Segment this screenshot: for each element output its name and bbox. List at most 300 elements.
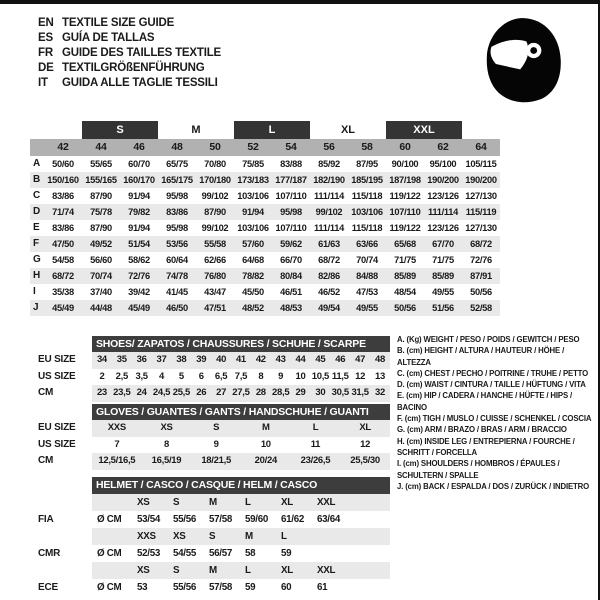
shoes-value: 39	[196, 354, 207, 365]
measurement-value: 182/190	[313, 175, 345, 185]
language-title: TEXTILGRÖßENFÜHRUNG	[62, 62, 205, 74]
size-number-spacer	[30, 139, 44, 156]
measurement-value: 119/122	[389, 191, 421, 201]
helmet-size-label: XXL	[317, 565, 336, 576]
helmet-size-cells	[92, 494, 390, 511]
measurement-value: 99/102	[201, 223, 229, 233]
shoes-section	[38, 336, 392, 402]
helmet-value: 60	[281, 582, 292, 593]
gloves-value: 25,5/30	[350, 455, 380, 466]
gloves-value: XL	[359, 422, 371, 433]
measurement-value: 65/75	[166, 159, 188, 169]
measurement-value: 71/75	[394, 255, 416, 265]
helmet-value: 57/58	[209, 582, 233, 593]
size-group-label: S	[82, 121, 158, 139]
shoes-value: 25,5	[172, 387, 191, 398]
shoes-value: 5	[178, 370, 184, 382]
helmet-standard-block	[38, 562, 392, 596]
helmet-standard-label: ECE	[38, 582, 58, 593]
measurement-value: 127/130	[465, 223, 497, 233]
measurement-value: 99/102	[201, 191, 229, 201]
top-border-bar	[0, 0, 600, 4]
size-group-spacer	[30, 121, 82, 139]
language-code: DE	[38, 62, 54, 74]
shoes-value: 10	[295, 370, 306, 382]
helmet-section	[38, 477, 392, 596]
measurement-value: 52/58	[470, 303, 492, 313]
racing-helmet-icon	[477, 12, 567, 107]
helmet-value-row	[38, 579, 392, 596]
legend-item: E. (cm) HIP / CADERA / HANCHE / HÜFTE / HIPS / BACINO	[397, 391, 573, 412]
shoes-header: SHOES/ ZAPATOS / CHAUSSURES / SCHUHE / SCARPE	[92, 336, 390, 352]
helmet-value: 63/64	[317, 514, 341, 525]
legend-item: A. (Kg) WEIGHT / PESO / POIDS / GEWITCH / PESO	[397, 335, 580, 344]
gloves-cells	[92, 437, 390, 454]
shoes-value: 34	[96, 354, 107, 365]
shoes-value: 13	[374, 370, 385, 382]
measurement-letter: A	[33, 158, 41, 169]
helmet-unit-label: Ø CM	[97, 548, 122, 559]
measurement-value: 74/78	[166, 271, 188, 281]
measurement-value: 95/98	[280, 207, 302, 217]
helmet-value: 61	[317, 582, 328, 593]
measurement-value: 190/200	[427, 175, 459, 185]
helmet-size-spacer	[92, 562, 132, 579]
language-title: GUIDA ALLE TAGLIE TESSILI	[62, 77, 218, 89]
measurement-value: 60/70	[128, 159, 150, 169]
size-number: 60	[399, 141, 411, 153]
measurement-value: 47/51	[204, 303, 226, 313]
measurement-letter: C	[33, 190, 41, 201]
measurement-value: 71/74	[52, 207, 74, 217]
measurement-value: 123/126	[427, 223, 459, 233]
measurement-value: 95/100	[429, 159, 457, 169]
helmet-value	[312, 545, 348, 562]
shoes-value: 42	[255, 354, 266, 365]
measurement-value: 79/82	[128, 207, 150, 217]
measurement-value: 71/75	[432, 255, 454, 265]
gloves-value: XXS	[107, 422, 126, 433]
shoes-rows	[38, 352, 392, 402]
measurement-value: 87/90	[204, 207, 226, 217]
measurement-value: 72/76	[128, 271, 150, 281]
helmet-size-label: XXL	[317, 497, 336, 508]
measurement-value: 111/114	[314, 223, 344, 233]
size-group-label: XXL	[386, 121, 462, 139]
helmet-size-label	[312, 528, 348, 545]
shoes-cells	[92, 352, 390, 369]
measurement-value: 165/175	[161, 175, 193, 185]
size-number: 50	[209, 141, 221, 153]
measurement-value: 78/82	[242, 271, 264, 281]
measurement-value: 91/94	[128, 223, 150, 233]
legend-item: B. (cm) HEIGHT / ALTURA / HAUTEUR / HÖHE / ALTEZZA	[397, 346, 565, 367]
gloves-value: 11	[310, 438, 321, 450]
helmet-size-spacer	[92, 494, 132, 511]
measurement-row	[30, 268, 500, 284]
helmet-size-label: S	[209, 531, 216, 542]
gloves-value: 7	[114, 438, 120, 450]
helmet-header: HELMET / CASCO / CASQUE / HELM / CASCO	[92, 477, 390, 494]
measurement-rows	[30, 156, 500, 316]
measurement-value: 87/91	[470, 271, 492, 281]
measurement-value: 91/94	[128, 191, 150, 201]
shoes-value: 27	[216, 387, 227, 398]
measurement-value: 66/70	[280, 255, 302, 265]
helmet-value: 54/55	[173, 548, 197, 559]
helmet-size-label: S	[173, 565, 180, 576]
measurement-value: 49/54	[318, 303, 340, 313]
shoes-value: 2,5	[115, 370, 128, 382]
legend-item: G. (cm) ARM / BRAZO / BRAS / ARM / BRACCIO	[397, 425, 567, 435]
measurement-letter: D	[33, 206, 41, 217]
size-number: 56	[323, 141, 335, 153]
gloves-value: XS	[160, 422, 173, 433]
legend-item: F. (cm) TIGH / MUSLO / CUISSE / SCHENKEL / COSCIA	[397, 414, 592, 424]
helmet-standard-label: FIA	[38, 514, 54, 525]
language-title-row	[38, 61, 221, 76]
shoes-value: 45	[315, 354, 326, 365]
measurement-value: 55/58	[204, 239, 226, 249]
size-number-header-row	[30, 139, 500, 156]
size-number: 62	[437, 141, 449, 153]
measurement-value: 68/72	[52, 271, 74, 281]
measurement-value: 45/49	[128, 303, 150, 313]
row-label: CM	[38, 387, 54, 398]
shoes-value: 24	[136, 387, 147, 398]
shoes-row	[38, 352, 392, 369]
row-label: US SIZE	[38, 438, 76, 450]
measurement-value: 170/180	[199, 175, 231, 185]
shoes-value: 30	[315, 387, 326, 398]
language-title-row	[38, 31, 221, 46]
helmet-value: 61/62	[281, 514, 305, 525]
shoes-value: 27,5	[232, 387, 250, 398]
measurement-value: 43/47	[204, 287, 226, 297]
shoes-value: 48	[374, 354, 385, 365]
measurement-value: 87/90	[90, 191, 112, 201]
shoes-cells	[92, 385, 390, 402]
gloves-value: 18/21,5	[201, 455, 231, 466]
helmet-value: 57/58	[209, 514, 233, 525]
measurement-value: 75/78	[90, 207, 112, 217]
language-code: EN	[38, 17, 54, 29]
measurement-value: 51/54	[128, 239, 150, 249]
gloves-value: L	[312, 422, 319, 433]
measurement-value: 63/66	[356, 239, 378, 249]
measurement-letter: B	[33, 174, 41, 185]
measurement-value: 48/53	[280, 303, 302, 313]
measurement-letter: G	[33, 254, 41, 265]
measurement-row	[30, 284, 500, 300]
helmet-size-label: XS	[137, 565, 150, 576]
measurement-row	[30, 172, 500, 188]
size-number: 42	[57, 141, 69, 153]
measurement-value: 61/63	[318, 239, 340, 249]
measurement-value: 70/80	[204, 159, 226, 169]
size-group-label: L	[234, 121, 310, 139]
helmet-size-label: XS	[173, 531, 186, 542]
shoes-value: 30,5	[331, 387, 349, 398]
shoes-value: 11,5	[331, 370, 349, 382]
helmet-size-spacer	[92, 528, 132, 545]
measurement-value: 105/115	[465, 159, 497, 169]
shoes-value: 47	[355, 354, 366, 365]
measurement-value: 111/114	[314, 191, 344, 201]
gloves-rows	[38, 420, 392, 470]
measurement-value: 103/106	[237, 191, 269, 201]
language-title-list	[38, 16, 221, 91]
size-number: 48	[171, 141, 183, 153]
measurement-row	[30, 300, 500, 316]
measurement-value: 150/160	[47, 175, 79, 185]
legend-item: I. (cm) SHOULDERS / HOMBROS / ÉPAULES / SCHULTERN / SPALLE	[397, 459, 560, 480]
shoes-value: 7,5	[234, 370, 248, 382]
helmet-size-label: XS	[137, 497, 150, 508]
gloves-value: M	[261, 422, 270, 433]
helmet-size-label: M	[245, 531, 253, 542]
gloves-value: 10	[260, 438, 271, 450]
measurement-row	[30, 204, 500, 220]
row-label: CM	[38, 455, 54, 466]
language-code: IT	[38, 77, 48, 89]
shoes-value: 38	[176, 354, 187, 365]
helmet-size-cells	[92, 562, 390, 579]
language-title-row	[38, 16, 221, 31]
measurement-value: 80/84	[280, 271, 302, 281]
measurement-value: 49/55	[356, 303, 378, 313]
size-number: 64	[475, 141, 487, 153]
shoes-value: 23,5	[113, 387, 131, 398]
helmet-value: 53/54	[137, 514, 161, 525]
measurement-value: 46/51	[280, 287, 302, 297]
measurement-value: 115/118	[351, 223, 383, 233]
row-label: EU SIZE	[38, 354, 76, 365]
measurement-value: 84/88	[356, 271, 378, 281]
helmet-size-label: S	[173, 497, 180, 508]
gloves-value: 16,5/19	[151, 455, 182, 466]
shoes-value: 31,5	[351, 387, 369, 398]
measurement-value: 50/56	[470, 287, 492, 297]
measurement-value: 83/86	[52, 191, 74, 201]
measurement-value: 90/100	[391, 159, 419, 169]
measurement-letter: J	[33, 302, 39, 313]
measurement-value: 54/58	[52, 255, 74, 265]
helmet-value-row	[38, 545, 392, 562]
shoes-value: 40	[216, 354, 227, 365]
helmet-size-label: XL	[281, 565, 293, 576]
measurement-value: 173/183	[237, 175, 269, 185]
legend-item: D. (cm) WAIST / CINTURA / TAILLE / HÜFTUNG / VITA	[397, 380, 586, 390]
measurement-value: 53/56	[166, 239, 188, 249]
measurement-value: 187/198	[389, 175, 421, 185]
size-group-label: XL	[340, 124, 356, 136]
measurement-value: 155/165	[85, 175, 117, 185]
measurement-value: 45/50	[242, 287, 264, 297]
size-number: 52	[247, 141, 259, 153]
helmet-value-cells	[92, 579, 390, 596]
size-group-label: M	[191, 124, 201, 136]
size-group-header-row	[30, 121, 500, 139]
gloves-header-row	[38, 404, 392, 420]
measurement-letter: I	[33, 286, 36, 297]
measurement-row	[30, 188, 500, 204]
shoes-value: 3,5	[135, 370, 148, 382]
measurement-value: 119/122	[389, 223, 421, 233]
measurement-value: 91/94	[242, 207, 264, 217]
measurement-value: 59/62	[280, 239, 302, 249]
shoes-value: 24,5	[152, 387, 171, 398]
measurement-value: 75/85	[242, 159, 264, 169]
gloves-cells	[92, 453, 390, 470]
helmet-size-cells	[92, 528, 390, 545]
gloves-row	[38, 420, 392, 437]
measurement-value: 107/110	[275, 191, 307, 201]
size-number: 54	[285, 141, 297, 153]
measurement-value: 60/64	[166, 255, 188, 265]
measurement-value: 68/72	[470, 239, 492, 249]
gloves-row	[38, 437, 392, 454]
measurement-value: 103/106	[351, 207, 383, 217]
measurement-value: 57/60	[242, 239, 264, 249]
row-label: EU SIZE	[38, 422, 76, 433]
legend-item: C. (cm) CHEST / PECHO / POITRINE / TRUHE / PETTO	[397, 368, 589, 378]
measurement-value: 177/187	[275, 175, 307, 185]
helmet-size-label: L	[245, 565, 251, 576]
gloves-value: 23/26,5	[300, 455, 331, 466]
gloves-value: 8	[163, 438, 169, 450]
helmet-size-label: M	[209, 497, 217, 508]
row-label: US SIZE	[38, 370, 76, 382]
helmet-value: 58	[245, 548, 256, 559]
gloves-section	[38, 404, 392, 470]
measurement-value: 35/38	[52, 287, 74, 297]
measurement-value: 62/66	[204, 255, 226, 265]
measurement-value: 107/110	[275, 223, 307, 233]
measurement-value: 47/53	[356, 287, 378, 297]
size-number: 58	[361, 141, 373, 153]
shoes-value: 6,5	[214, 370, 228, 382]
shoes-value: 41	[235, 354, 246, 365]
gloves-row	[38, 453, 392, 470]
shoes-value: 12	[355, 370, 366, 382]
helmet-value: 59	[245, 582, 256, 593]
gloves-value: 20/24	[254, 455, 277, 466]
measurement-value: 95/98	[166, 223, 188, 233]
gloves-value: S	[213, 422, 220, 433]
size-number: 46	[133, 141, 145, 153]
measurement-value: 185/195	[351, 175, 383, 185]
measurement-value: 56/60	[90, 255, 112, 265]
measurement-value: 99/102	[315, 207, 343, 217]
helmet-size-label: XXS	[137, 531, 156, 542]
shoes-value: 28	[255, 387, 266, 398]
gloves-value: 12,5/16,5	[98, 455, 136, 466]
measurement-value: 76/80	[204, 271, 226, 281]
helmet-standard-block	[38, 528, 392, 562]
measurement-value: 45/49	[52, 303, 74, 313]
helmet-size-row	[38, 562, 392, 579]
helmet-value: 56/57	[209, 548, 233, 559]
measurement-value: 83/88	[280, 159, 302, 169]
helmet-value: 53	[137, 582, 148, 593]
helmet-size-label: M	[209, 565, 217, 576]
helmet-value-row	[38, 511, 392, 528]
measurement-value: 46/50	[166, 303, 188, 313]
measurement-value: 107/110	[389, 207, 421, 217]
measurement-value: 39/42	[128, 287, 150, 297]
helmet-value: 52/53	[137, 548, 161, 559]
measurement-value: 49/55	[432, 287, 454, 297]
language-title: TEXTILE SIZE GUIDE	[62, 17, 175, 29]
shoes-header-row	[38, 336, 392, 352]
helmet-value: 59/60	[245, 514, 269, 525]
measurement-value: 48/54	[394, 287, 416, 297]
gloves-header: GLOVES / GUANTES / GANTS / HANDSCHUHE / GUANTI	[92, 404, 390, 420]
shoes-value: 29	[295, 387, 306, 398]
gloves-cells	[92, 420, 390, 437]
measurement-value: 46/52	[318, 287, 340, 297]
measurement-value: 85/89	[394, 271, 416, 281]
helmet-size-label: L	[245, 497, 251, 508]
helmet-size-label: XL	[281, 497, 293, 508]
shoes-value: 6	[198, 370, 204, 382]
legend-item: J. (cm) BACK / ESPALDA / DOS / ZURÜCK / INDIETRO	[397, 481, 590, 491]
gloves-value: 12	[360, 438, 371, 450]
measurement-value: 85/92	[318, 159, 340, 169]
measurement-value: 115/119	[465, 207, 497, 217]
measurement-letter: H	[33, 270, 41, 281]
measurement-value: 49/52	[90, 239, 112, 249]
measurement-value: 123/126	[427, 191, 459, 201]
shoes-value: 9	[278, 370, 284, 382]
helmet-standard-label: CMR	[38, 548, 61, 559]
gloves-value: 9	[213, 438, 219, 450]
shoes-value: 43	[275, 354, 286, 365]
measurement-value: 37/40	[90, 287, 112, 297]
shoes-value: 23	[96, 387, 107, 398]
measurement-value: 83/86	[52, 223, 74, 233]
shoes-value: 28,5	[272, 387, 290, 398]
measurement-value: 95/98	[166, 191, 188, 201]
measurement-value: 127/130	[465, 191, 497, 201]
measurement-value: 55/65	[90, 159, 112, 169]
language-title-row	[38, 46, 221, 61]
helmet-unit-label: Ø CM	[97, 514, 122, 525]
shoes-value: 46	[335, 354, 346, 365]
measurement-value: 103/106	[237, 223, 269, 233]
helmet-value: 55/56	[173, 582, 197, 593]
measurement-value: 72/76	[470, 255, 492, 265]
measurement-value: 190/200	[465, 175, 497, 185]
helmet-value: 59	[281, 548, 292, 559]
measurement-value: 67/70	[432, 239, 454, 249]
helmet-header-row	[38, 477, 392, 494]
language-title: GUÍA DE TALLAS	[62, 32, 155, 44]
measurement-value: 65/68	[394, 239, 416, 249]
language-code: FR	[38, 47, 53, 59]
measurement-row	[30, 236, 500, 252]
measurement-value: 160/170	[123, 175, 155, 185]
shoes-row	[38, 385, 392, 402]
shoes-value: 35	[116, 354, 127, 365]
measurement-value: 44/48	[90, 303, 112, 313]
measurement-row	[30, 252, 500, 268]
shoes-value: 32	[374, 387, 385, 398]
helmet-standard-blocks	[38, 494, 392, 596]
measurement-value: 87/90	[90, 223, 112, 233]
shoes-value: 44	[295, 354, 306, 365]
